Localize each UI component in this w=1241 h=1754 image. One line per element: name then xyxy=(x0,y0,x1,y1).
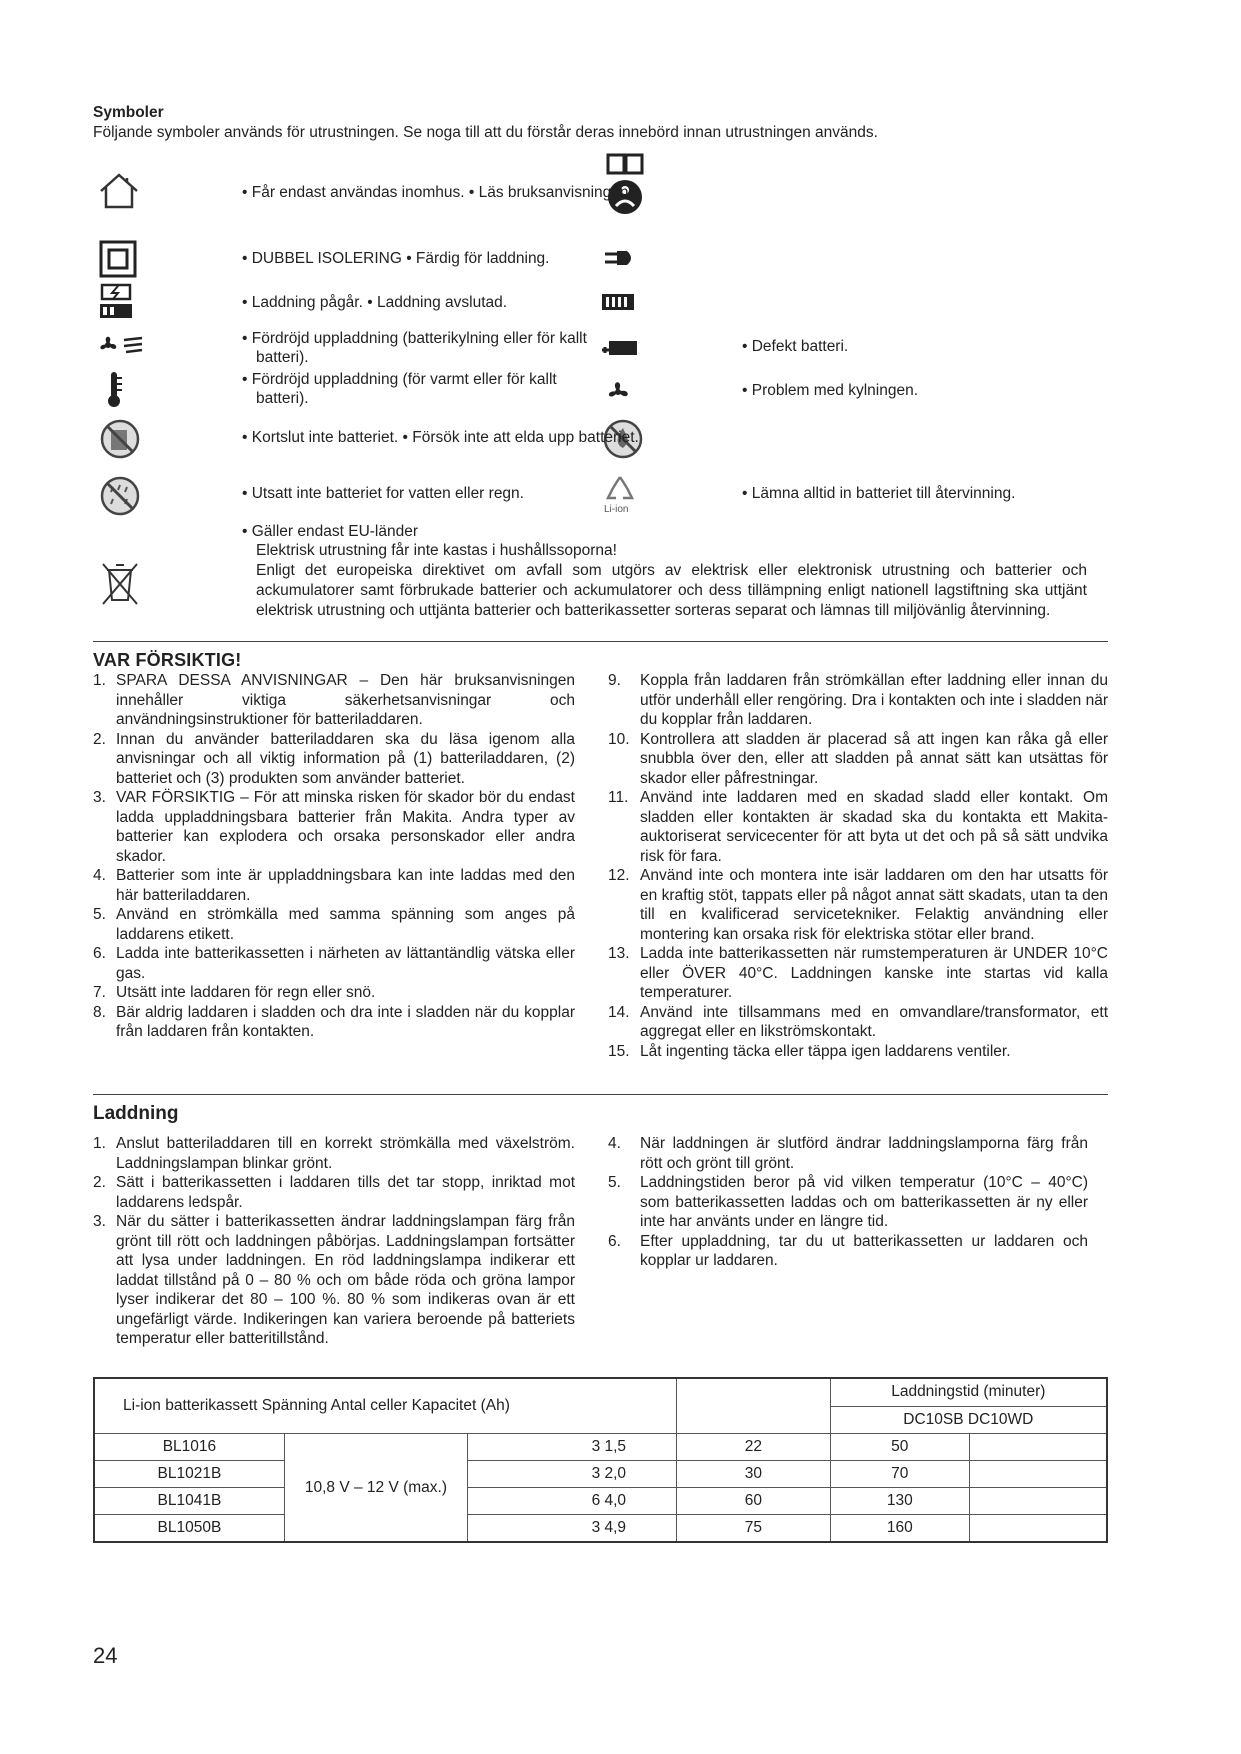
list-item-number: 6. xyxy=(608,1232,621,1250)
warning-left-column xyxy=(93,671,575,1042)
list-item-text: SPARA DESSA ANVISNINGAR – Den här bruksanvisningen innehåller viktiga säkerhetsanvisningar och användningsinstruktioner för batteriladdaren. xyxy=(116,672,575,728)
table-cell-cells-capacity: 6 4,0 xyxy=(468,1488,677,1515)
table-cell-time: 160 xyxy=(830,1515,969,1543)
list-item xyxy=(93,944,575,983)
section-divider xyxy=(93,1094,1108,1095)
table-cell-time: 30 xyxy=(677,1461,831,1488)
symbols-intro: Följande symboler används för utrustningen. Se noga till att du förstår deras innebörd innan utrustningen används. xyxy=(93,124,878,141)
plug-ready-icon xyxy=(603,248,637,268)
list-item-number: 6. xyxy=(93,945,106,962)
list-item xyxy=(608,1173,1088,1232)
list-item-text: Använd inte laddaren med en skadad sladd eller kontakt. Om sladden eller kontakten är skadad ska du kontakta ett Makita-auktoriserat servicecenter för att byta ut det och på så sätt undvika risk för fara. xyxy=(640,789,1108,865)
no-water-icon xyxy=(99,475,141,517)
table-cell-cells-capacity: 3 2,0 xyxy=(468,1461,677,1488)
li-ion-label: Li-ion xyxy=(604,504,629,515)
symbol-row-text: • Fördröjd uppladdning (för varmt eller för kallt batteri). xyxy=(242,371,557,407)
symbol-row-right-text: • Defekt batteri. xyxy=(742,338,849,355)
list-item-text: Koppla från laddaren från strömkällan efter laddning eller innan du utför underhåll eller rengöring. Dra i kontakten och inte i sladden när du kopplar från laddaren. xyxy=(640,672,1108,728)
list-item-text: Anslut batteriladdaren till en korrekt strömkälla med växelström. Laddningslampan blinkar grönt. xyxy=(116,1135,575,1172)
list-item-number: 7. xyxy=(93,984,106,1001)
list-item-number: 15. xyxy=(608,1042,630,1060)
table-cell-voltage: 10,8 V – 12 V (max.) xyxy=(284,1434,467,1543)
list-item-text: VAR FÖRSIKTIG – För att minska risken för skador bör du endast ladda uppladdningsbara batterier från Makita. Andra typer av batterier kan explodera och orsaka personskador eller andra skador. xyxy=(116,789,575,865)
list-item-text: Bär aldrig laddaren i sladden och dra inte i sladden när du kopplar från laddaren från kontakten. xyxy=(116,1003,575,1040)
table-header-main: Li-ion batterikassett Spänning Antal celler Kapacitet (Ah) xyxy=(94,1378,677,1434)
table-cell-model: BL1041B xyxy=(94,1488,284,1515)
list-item xyxy=(608,944,1108,1003)
page-number: 24 xyxy=(93,1643,118,1668)
list-item-text: Innan du använder batteriladdaren ska du läsa igenom alla anvisningar och all viktig information på (1) batteriladdaren, (2) batteriet och (3) produkten som använder batteriet. xyxy=(116,730,575,787)
table-row xyxy=(94,1434,1107,1461)
list-item xyxy=(608,788,1108,866)
double-insulation-icon xyxy=(99,240,137,278)
list-item-text: Efter uppladdning, tar du ut batterikassetten ur laddaren och kopplar ur laddaren. xyxy=(640,1232,1088,1269)
table-cell-cells-capacity: 3 1,5 xyxy=(468,1434,677,1461)
battery-full-icon xyxy=(600,292,638,312)
thermometer-icon xyxy=(104,370,124,408)
list-item-number: 1. xyxy=(93,1135,106,1152)
list-item xyxy=(93,671,575,730)
list-item-number: 2. xyxy=(93,730,106,748)
list-item xyxy=(608,1134,1088,1173)
symbol-row-text: • Kortslut inte batteriet. • Försök inte att elda upp batteriet. xyxy=(242,429,639,446)
list-item-number: 1. xyxy=(93,672,106,689)
table-cell-model: BL1050B xyxy=(94,1515,284,1543)
list-item xyxy=(608,730,1108,789)
list-item xyxy=(93,983,575,1003)
charging-heading: Laddning xyxy=(93,1103,179,1124)
warning-right-column xyxy=(608,671,1108,1061)
manual-book-icon xyxy=(605,152,645,176)
list-item xyxy=(93,1134,575,1173)
charging-right-column xyxy=(608,1134,1088,1271)
charging-time-table xyxy=(93,1377,1108,1543)
table-cell-time: 60 xyxy=(677,1488,831,1515)
table-header-models: DC10SB DC10WD xyxy=(830,1406,1107,1434)
list-item-number: 12. xyxy=(608,867,630,884)
table-cell-model: BL1016 xyxy=(94,1434,284,1461)
table-cell-empty xyxy=(969,1461,1107,1488)
table-cell-empty xyxy=(969,1434,1107,1461)
list-item-number: 5. xyxy=(608,1174,621,1191)
fan-cooling-icon xyxy=(96,330,146,360)
list-item-number: 8. xyxy=(93,1003,106,1021)
list-item-text: Laddningstiden beror på vid vilken temperatur (10°C – 40°C) som batterikassetten laddas och om batterikassetten är ny eller inte har använts under en längre tid. xyxy=(640,1174,1088,1230)
no-short-circuit-icon xyxy=(99,418,141,460)
list-item-number: 4. xyxy=(608,1135,621,1152)
list-item-number: 10. xyxy=(608,730,630,748)
list-item-text: Batterier som inte är uppladdningsbara kan inte laddas med den här batteriladdaren. xyxy=(116,867,575,904)
list-item-text: Ladda inte batterikassetten i närheten av lättantändlig vätska eller gas. xyxy=(116,945,575,982)
section-divider xyxy=(93,641,1108,642)
charging-left-column xyxy=(93,1134,575,1349)
symbol-row-text: • DUBBEL ISOLERING • Färdig för laddning. xyxy=(242,250,550,267)
symbol-row-text: • Utsatt inte batteriet for vatten eller regn. xyxy=(242,485,524,502)
list-item-text: Låt ingenting täcka eller täppa igen laddarens ventiler. xyxy=(640,1042,1011,1060)
table-cell-model: BL1021B xyxy=(94,1461,284,1488)
table-header-empty xyxy=(677,1378,831,1434)
list-item-text: När du sätter i batterikassetten ändrar laddningslampan färg från grönt till rött och laddningen påbörjas. Laddningslampan fortsätter att lysa under laddningen. En röd laddningslampa indikerar ett laddat tillstånd på 0 – 80 % och om både röda och gröna lampor lyser indikerar det 80 – 100 %. 80 % som indikeras ovan är ett ungefärligt värde. Indikeringen kan variera beroende på batteriets temperatur eller batteritillstånd. xyxy=(116,1213,575,1347)
list-item xyxy=(608,1232,1088,1271)
eu-title: • Gäller endast EU-länder xyxy=(242,523,419,540)
list-item xyxy=(608,1003,1108,1042)
symbols-heading: Symboler xyxy=(93,104,164,121)
list-item xyxy=(93,866,575,905)
list-item xyxy=(93,788,575,866)
list-item xyxy=(93,1173,575,1212)
weee-bin-icon xyxy=(100,560,140,608)
list-item-number: 5. xyxy=(93,906,106,923)
list-item-number: 3. xyxy=(93,789,106,806)
symbol-row-text: • Laddning pågår. • Laddning avslutad. xyxy=(242,294,508,311)
eu-line1: Elektrisk utrustning får inte kastas i hushållssoporna! xyxy=(256,542,617,559)
symbol-row-text: • Fördröjd uppladdning (batterikylning eller för kallt batteri). xyxy=(242,330,587,366)
table-cell-time: 130 xyxy=(830,1488,969,1515)
list-item-text: Sätt i batterikassetten i laddaren tills det tar stopp, inriktad mot laddarens ledspår. xyxy=(116,1174,575,1211)
house-icon xyxy=(98,172,140,210)
table-cell-cells-capacity: 3 4,9 xyxy=(468,1515,677,1543)
table-cell-empty xyxy=(969,1515,1107,1543)
list-item-number: 4. xyxy=(93,867,106,884)
table-row xyxy=(94,1461,1107,1488)
list-item-text: När laddningen är slutförd ändrar laddningslamporna färg från rött och grönt till grönt. xyxy=(640,1135,1088,1172)
list-item xyxy=(93,1212,575,1349)
list-item xyxy=(93,1003,575,1042)
table-cell-empty xyxy=(969,1488,1107,1515)
list-item-text: Kontrollera att sladden är placerad så att ingen kan råka gå eller snubbla över den, eller att sladden på annat sätt kan utsättas för skador eller påfrestningar. xyxy=(640,730,1108,787)
table-row xyxy=(94,1515,1107,1543)
table-header-time: Laddningstid (minuter) xyxy=(830,1378,1107,1406)
list-item-number: 11. xyxy=(608,789,629,806)
table-cell-time: 50 xyxy=(830,1434,969,1461)
symbol-row-right-text: • Problem med kylningen. xyxy=(742,382,919,399)
list-item-text: Ladda inte batterikassetten när rumstemperaturen är UNDER 10°C eller ÖVER 40°C. Laddningen kanske inte startas vid kalla temperaturer. xyxy=(640,945,1108,1001)
table-cell-time: 70 xyxy=(830,1461,969,1488)
list-item-text: Använd inte och montera inte isär laddaren om den har utsatts för en kraftig stöt, tappats eller på något annat sätt skadats, utan ta den till en kvalificerad servicetekniker. Felaktig användning eller montering kan orsaka risk för elektriska stötar eller brand. xyxy=(640,867,1108,943)
list-item-number: 14. xyxy=(608,1003,630,1021)
list-item xyxy=(93,730,575,789)
table-cell-time: 22 xyxy=(677,1434,831,1461)
eu-body: Enligt det europeiska direktivet om avfall som utgörs av elektrisk eller elektronisk utrustning och batterier och ackumulatorer samt förbrukade batterier och ackumulatorer och dess tillämpning enligt nationell lagstiftning ska uttjänt elektrisk utrustning och uttjänta batterier och batterikassetter sorteras separat och lämnas till miljövänlig återvinning. xyxy=(256,562,1087,619)
list-item-number: 2. xyxy=(93,1174,106,1191)
symbol-row-right-text: • Lämna alltid in batteriet till återvinning. xyxy=(742,485,1016,502)
list-item-number: 3. xyxy=(93,1213,106,1230)
table-cell-time: 75 xyxy=(677,1515,831,1543)
cooling-problem-icon xyxy=(604,376,636,408)
list-item-number: 9. xyxy=(608,672,621,689)
symbol-row-text: • Får endast användas inomhus. • Läs bruksanvisningen. xyxy=(242,184,633,201)
list-item-text: Använd en strömkälla med samma spänning som anges på laddarens etikett. xyxy=(116,906,575,943)
battery-charging-icon xyxy=(98,283,138,321)
list-item xyxy=(608,671,1108,730)
list-item-number: 13. xyxy=(608,945,630,962)
recycle-icon xyxy=(603,474,637,506)
list-item xyxy=(608,866,1108,944)
list-item xyxy=(93,905,575,944)
table-row xyxy=(94,1488,1107,1515)
list-item xyxy=(608,1042,1108,1062)
list-item-text: Utsätt inte laddaren för regn eller snö. xyxy=(116,984,376,1001)
list-item-text: Använd inte tillsammans med en omvandlare/transformator, ett aggregat eller en likströmskontakt. xyxy=(640,1003,1108,1040)
defective-battery-icon xyxy=(601,338,639,358)
warning-heading: VAR FÖRSIKTIG! xyxy=(93,650,242,670)
